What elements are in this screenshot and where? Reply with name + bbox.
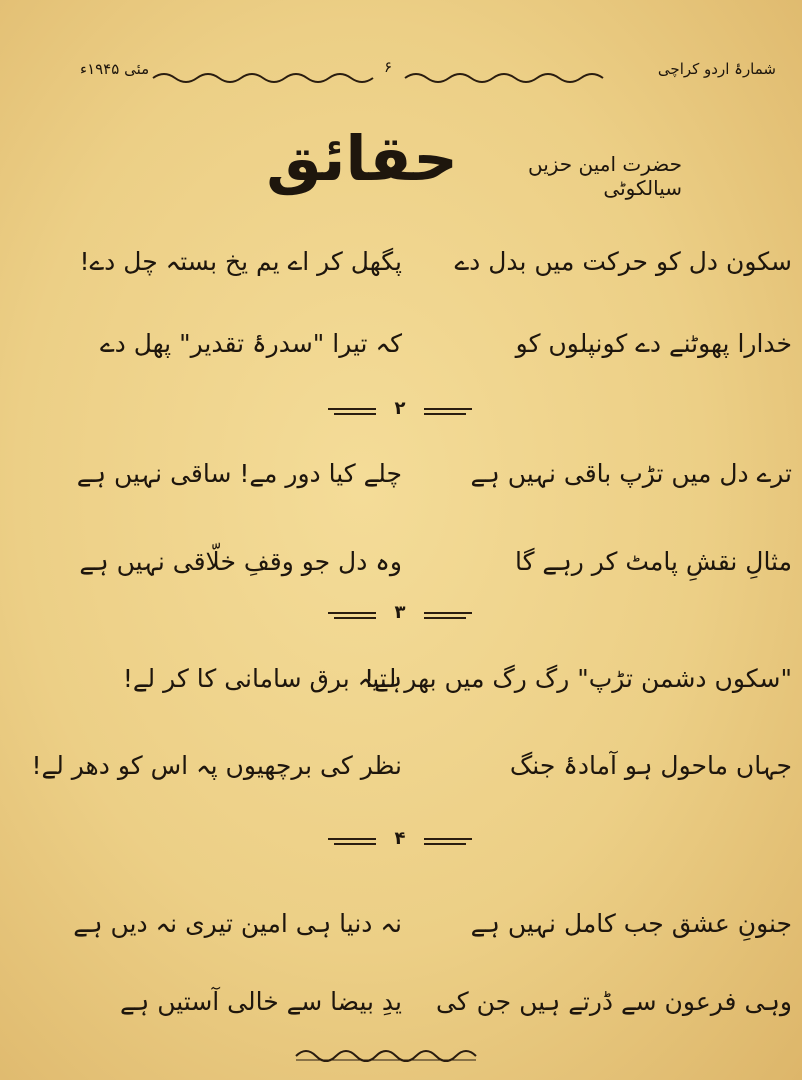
couplet-first-line: وہی فرعون سے ڈرتے ہیں جن کی	[435, 987, 792, 1016]
section-divider	[320, 602, 480, 630]
issue-date: مئی ۱۹۴۵ء	[80, 60, 150, 78]
couplet-first-line: سکون دل کو حرکت میں بدل دے	[454, 247, 792, 276]
couplet-first-line: "سکوں دشمن تڑپ" رگ رگ میں بھر لے!	[364, 664, 792, 693]
end-ornament	[286, 1038, 486, 1068]
section-number: ۳	[394, 602, 406, 623]
couplet-first-line: مثالِ نقشِ پامٹ کر رہے گا	[514, 547, 792, 576]
section-number: ۲	[394, 398, 406, 419]
couplet-second-line: ہتیہ برق سامانی کا کر لے!	[122, 664, 402, 693]
couplet-second-line: یدِ بیضا سے خالی آستیں ہے	[119, 987, 402, 1016]
section-divider	[320, 828, 480, 856]
poem-title: حقائق	[266, 122, 458, 195]
couplet-first-line: خدارا پھوٹنے دے کونپلوں کو	[515, 329, 792, 358]
poet-name: حضرت امین حزیں سیالکوٹی	[527, 152, 682, 200]
couplet-second-line: وہ دل جو وقفِ خلّاقی نہیں ہے	[79, 547, 402, 576]
couplet-second-line: کہ تیرا "سدرۂ تقدیر" پھل دے	[100, 329, 402, 358]
couplet-second-line: نظر کی برچھیوں پہ اس کو دھر لے!	[31, 751, 402, 780]
section-divider	[320, 398, 480, 426]
couplet-first-line: ترے دل میں تڑپ باقی نہیں ہے	[470, 459, 792, 488]
couplet-second-line: نہ دنیا ہی امین تیری نہ دیں ہے	[73, 909, 402, 938]
section-number: ۴	[394, 828, 406, 849]
header-rule-ornament	[95, 56, 705, 92]
page-number: ۶	[384, 58, 393, 76]
running-header	[0, 56, 802, 92]
couplet-second-line: پگھل کر اے یم یخ بستہ چل دے!	[79, 247, 402, 276]
couplet-first-line: جہاں ماحول ہو آمادۂ جنگ	[509, 751, 792, 780]
couplet-second-line: چلے کیا دور مے! ساقی نہیں ہے	[76, 459, 402, 488]
couplet-first-line: جنونِ عشق جب کامل نہیں ہے	[470, 909, 792, 938]
magazine-name: شمارۂ اردو کراچی	[657, 60, 776, 78]
